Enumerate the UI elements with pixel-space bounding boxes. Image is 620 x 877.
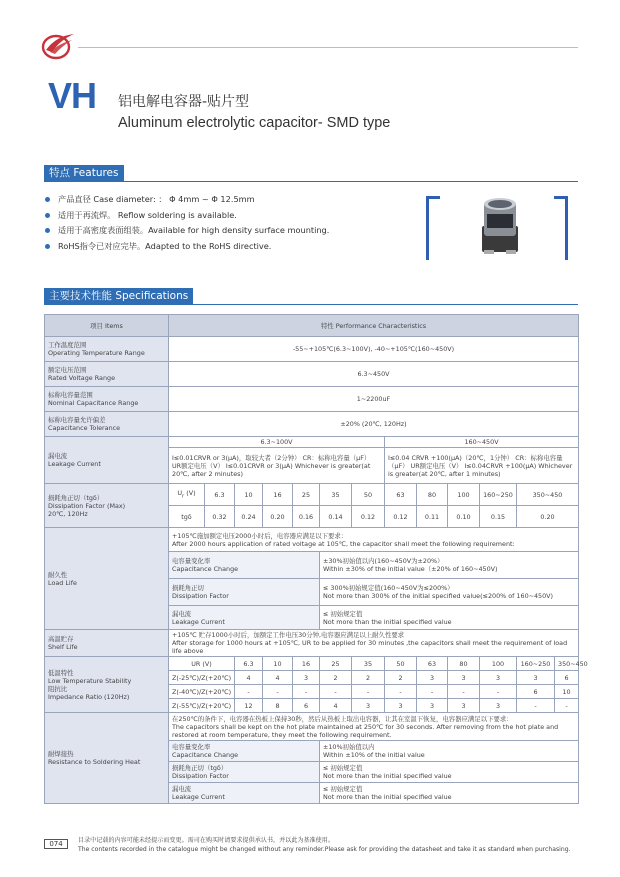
lt-voltage: 80 bbox=[448, 657, 480, 671]
df-voltage: 6.3 bbox=[205, 484, 235, 506]
solder-cap-change-value: ±10%初始值以内 Within ±10% of the initial value bbox=[320, 741, 579, 762]
solder-df-value: ≤ 初始规定值 Not more than the initial specified value bbox=[320, 762, 579, 783]
load-life-leakage-value: ≤ 初始规定值 Not more than the initial specified value bbox=[320, 606, 579, 630]
lt-value: 6 bbox=[555, 671, 579, 685]
lt-value: 3 bbox=[352, 699, 385, 713]
dissipation-factor-label: 损耗角正切（tgδ） Dissipation Factor (Max) 20℃, 120Hz bbox=[45, 484, 169, 528]
df-value: 0.16 bbox=[293, 506, 320, 528]
lt-value: - bbox=[480, 685, 517, 699]
feature-item: 适用于高密度表面组装。Available for high density surface mounting. bbox=[44, 223, 384, 239]
spec-table bbox=[44, 314, 588, 804]
lt-value: 3 bbox=[417, 671, 448, 685]
leakage-label: 漏电流 Leakage Current bbox=[45, 437, 169, 484]
df-voltage: 10 bbox=[235, 484, 263, 506]
soldering-heat-label: 耐焊接热 Resistance to Soldering Heat bbox=[45, 713, 169, 804]
col-characteristics-header: 特性 Performance Characteristics bbox=[169, 315, 579, 337]
df-ur-label: $U_r$ (V) bbox=[169, 484, 205, 506]
load-life-cap-change-value: ±30%初始值以内(160~450V为±20%） Within ±30% of the initial value（±20% of 160~450V) bbox=[320, 552, 579, 579]
lt-value: - bbox=[352, 685, 385, 699]
df-voltage: 63 bbox=[385, 484, 417, 506]
op-temp-label: 工作温度范围 Operating Temperature Range bbox=[45, 337, 169, 362]
lt-value: 6 bbox=[517, 685, 555, 699]
df-value: 0.11 bbox=[417, 506, 448, 528]
df-value: 0.12 bbox=[385, 506, 417, 528]
lt-voltage: 10 bbox=[263, 657, 293, 671]
feature-item: 产品直径 Case diameter: ： Φ 4mm ~ Φ 12.5mm bbox=[44, 192, 384, 208]
feature-item: RoHS指令已对应完毕。Adapted to the RoHS directive. bbox=[44, 239, 384, 255]
lt-value: - bbox=[235, 685, 263, 699]
lt-row-label: Z(-25℃)/Z(+20℃) bbox=[169, 671, 235, 685]
solder-df-name: 损耗角正切（tgδ） Dissipation Factor bbox=[169, 762, 320, 783]
df-voltage: 16 bbox=[263, 484, 293, 506]
features-heading: 特点 Features bbox=[44, 165, 124, 181]
lt-value: 10 bbox=[555, 685, 579, 699]
load-life-leakage-name: 漏电流 Leakage Current bbox=[169, 606, 320, 630]
df-voltage: 25 bbox=[293, 484, 320, 506]
lt-voltage: 25 bbox=[320, 657, 352, 671]
lt-value: - bbox=[555, 699, 579, 713]
series-name: VH bbox=[48, 75, 97, 116]
lt-row-label: Z(-40℃)/Z(+20℃) bbox=[169, 685, 235, 699]
features-rule bbox=[44, 181, 578, 182]
lt-value: 3 bbox=[517, 671, 555, 685]
lt-value: 4 bbox=[235, 671, 263, 685]
lt-value: 4 bbox=[263, 671, 293, 685]
image-bracket-left bbox=[426, 196, 440, 260]
lt-value: 2 bbox=[320, 671, 352, 685]
capacitor-photo-icon bbox=[478, 196, 522, 256]
df-value: 0.12 bbox=[352, 506, 385, 528]
page-number: 074 bbox=[44, 839, 68, 849]
header-rule bbox=[78, 47, 578, 48]
lt-voltage: 6.3 bbox=[235, 657, 263, 671]
leakage-high-voltage-head: 160~450V bbox=[385, 437, 579, 448]
df-voltage: 100 bbox=[448, 484, 480, 506]
title-english: Aluminum electrolytic capacitor- SMD type bbox=[118, 115, 391, 131]
lt-value: - bbox=[320, 685, 352, 699]
shelf-life-label: 高温贮存 Shelf Life bbox=[45, 630, 169, 657]
df-value: 0.20 bbox=[517, 506, 579, 528]
lt-value: - bbox=[385, 685, 417, 699]
lt-value: - bbox=[293, 685, 320, 699]
df-voltage: 35 bbox=[320, 484, 352, 506]
rated-voltage-value: 6.3~450V bbox=[169, 362, 579, 387]
df-value: 0.14 bbox=[320, 506, 352, 528]
shelf-life-text: +105℃ 贮存1000小时后，加额定工作电压30分钟,电容器应满足以上耐久性要求 After storage for 1000 hours at +105℃, UR to be applied for 30 minutes ,the capacitors shall meet the requirement of load life above bbox=[169, 630, 579, 657]
lt-voltage: 100 bbox=[480, 657, 517, 671]
lt-voltage: 160~250 bbox=[517, 657, 555, 671]
load-life-df-value: ≤ 300%初始规定值(160~450V为≤200%） Not more than 300% of the initial specified value(≤200% of 160~450V) bbox=[320, 579, 579, 606]
lt-voltage: 16 bbox=[293, 657, 320, 671]
df-value: 0.24 bbox=[235, 506, 263, 528]
leakage-low-voltage-head: 6.3~100V bbox=[169, 437, 385, 448]
soldering-heat-intro: 在250℃的条件下，电容器在热板上保持30秒，然后从热板上取出电容器，让其在室温下恢复，电容器应满足以下要求： The capacitors shall be kept on the hot plate maintained at 250℃ for 30 seconds. After removing from the hot plate and restored at room temperature, they meet the following requirement. bbox=[169, 713, 579, 741]
rated-voltage-label: 额定电压范围 Rated Voltage Range bbox=[45, 362, 169, 387]
df-voltage: 160~250 bbox=[480, 484, 517, 506]
lt-value: - bbox=[263, 685, 293, 699]
col-items-header: 项目 Items bbox=[45, 315, 169, 337]
image-bracket-right bbox=[554, 196, 568, 260]
nominal-cap-value: 1~2200uF bbox=[169, 387, 579, 412]
solder-leakage-value: ≤ 初始规定值 Not more than the initial specified value bbox=[320, 783, 579, 804]
cap-tolerance-value: ±20% (20℃, 120Hz) bbox=[169, 412, 579, 437]
company-logo-icon bbox=[40, 30, 76, 60]
lt-value: 8 bbox=[263, 699, 293, 713]
lt-voltage: 50 bbox=[385, 657, 417, 671]
df-voltage: 50 bbox=[352, 484, 385, 506]
specs-rule bbox=[44, 304, 578, 305]
df-value: 0.20 bbox=[263, 506, 293, 528]
lt-value: 3 bbox=[417, 699, 448, 713]
features-list bbox=[44, 192, 384, 254]
lt-value: 2 bbox=[385, 671, 417, 685]
specs-heading: 主要技术性能 Specifications bbox=[44, 288, 193, 304]
op-temp-value: -55~+105℃(6.3~100V), -40~+105℃(160~450V) bbox=[169, 337, 579, 362]
lt-value: 12 bbox=[235, 699, 263, 713]
lt-value: - bbox=[517, 699, 555, 713]
lt-value: 3 bbox=[448, 699, 480, 713]
lt-value: - bbox=[417, 685, 448, 699]
footer-note: 目录中记载的内容可能未经提示而变更。需司在购买时请要求提供承认书，并以此为基准使用。 The contents recorded in the catalogue might be changed without any reminder.Please ask for providing the datasheet and take it as standard when purchasing. bbox=[78, 837, 571, 853]
lt-voltage: 350~450 bbox=[555, 657, 579, 671]
title-chinese: 铝电解电容器-贴片型 bbox=[118, 94, 250, 110]
leakage-high-voltage-text: I≤0.04 CRVR +100(μA)（20℃，1分钟） CR：标称电容量（μF） UR额定电压（V） I≤0.04CRVR +100(μA) Whichever is greater(at 20℃, after 1 minutes) bbox=[385, 448, 579, 484]
load-life-intro: +105℃施加额定电压2000小时后，电容器应满足以下要求： After 2000 hours application of rated voltage at 105℃, the capacitor shall meet the following requirement: bbox=[169, 528, 579, 552]
lt-value: 3 bbox=[448, 671, 480, 685]
df-voltage: 80 bbox=[417, 484, 448, 506]
lt-value: - bbox=[448, 685, 480, 699]
df-value: 0.15 bbox=[480, 506, 517, 528]
df-tg-label: tgδ bbox=[169, 506, 205, 528]
load-life-df-name: 损耗角正切 Dissipation Factor bbox=[169, 579, 320, 606]
df-voltage: 350~450 bbox=[517, 484, 579, 506]
cap-tolerance-label: 标称电容量允许偏差 Capacitance Tolerance bbox=[45, 412, 169, 437]
lt-value: 4 bbox=[320, 699, 352, 713]
df-value: 0.32 bbox=[205, 506, 235, 528]
lt-value: 3 bbox=[480, 699, 517, 713]
lt-voltage: 35 bbox=[352, 657, 385, 671]
solder-leakage-name: 漏电流 Leakage Current bbox=[169, 783, 320, 804]
nominal-cap-label: 标称电容量范围 Nominal Capacitance Range bbox=[45, 387, 169, 412]
lt-value: 3 bbox=[480, 671, 517, 685]
lt-value: 3 bbox=[293, 671, 320, 685]
lt-row-label: Z(-55℃)/Z(+20℃) bbox=[169, 699, 235, 713]
solder-cap-change-name: 电容量变化率 Capacitance Change bbox=[169, 741, 320, 762]
lt-value: 3 bbox=[385, 699, 417, 713]
load-life-cap-change-name: 电容量变化率 Capacitance Change bbox=[169, 552, 320, 579]
load-life-label: 耐久性 Load Life bbox=[45, 528, 169, 630]
low-temp-label: 低温特性 Low Temperature Stability 阻抗比 Impedance Ratio (120Hz) bbox=[45, 657, 169, 713]
lt-value: 2 bbox=[352, 671, 385, 685]
lt-voltage: 63 bbox=[417, 657, 448, 671]
lt-value: 6 bbox=[293, 699, 320, 713]
lt-ur-label: UR (V) bbox=[169, 657, 235, 671]
df-value: 0.10 bbox=[448, 506, 480, 528]
leakage-low-voltage-text: I≤0.01CRVR or 3(μA)，取较大者（2分钟） CR：标称电容量（μF） UR额定电压（V） I≤0.01CRVR or 3(μA) Whichever is greater(at 20℃, after 2 minutes) bbox=[169, 448, 385, 484]
feature-item: 适用于再流焊。 Reflow soldering is available. bbox=[44, 208, 384, 224]
